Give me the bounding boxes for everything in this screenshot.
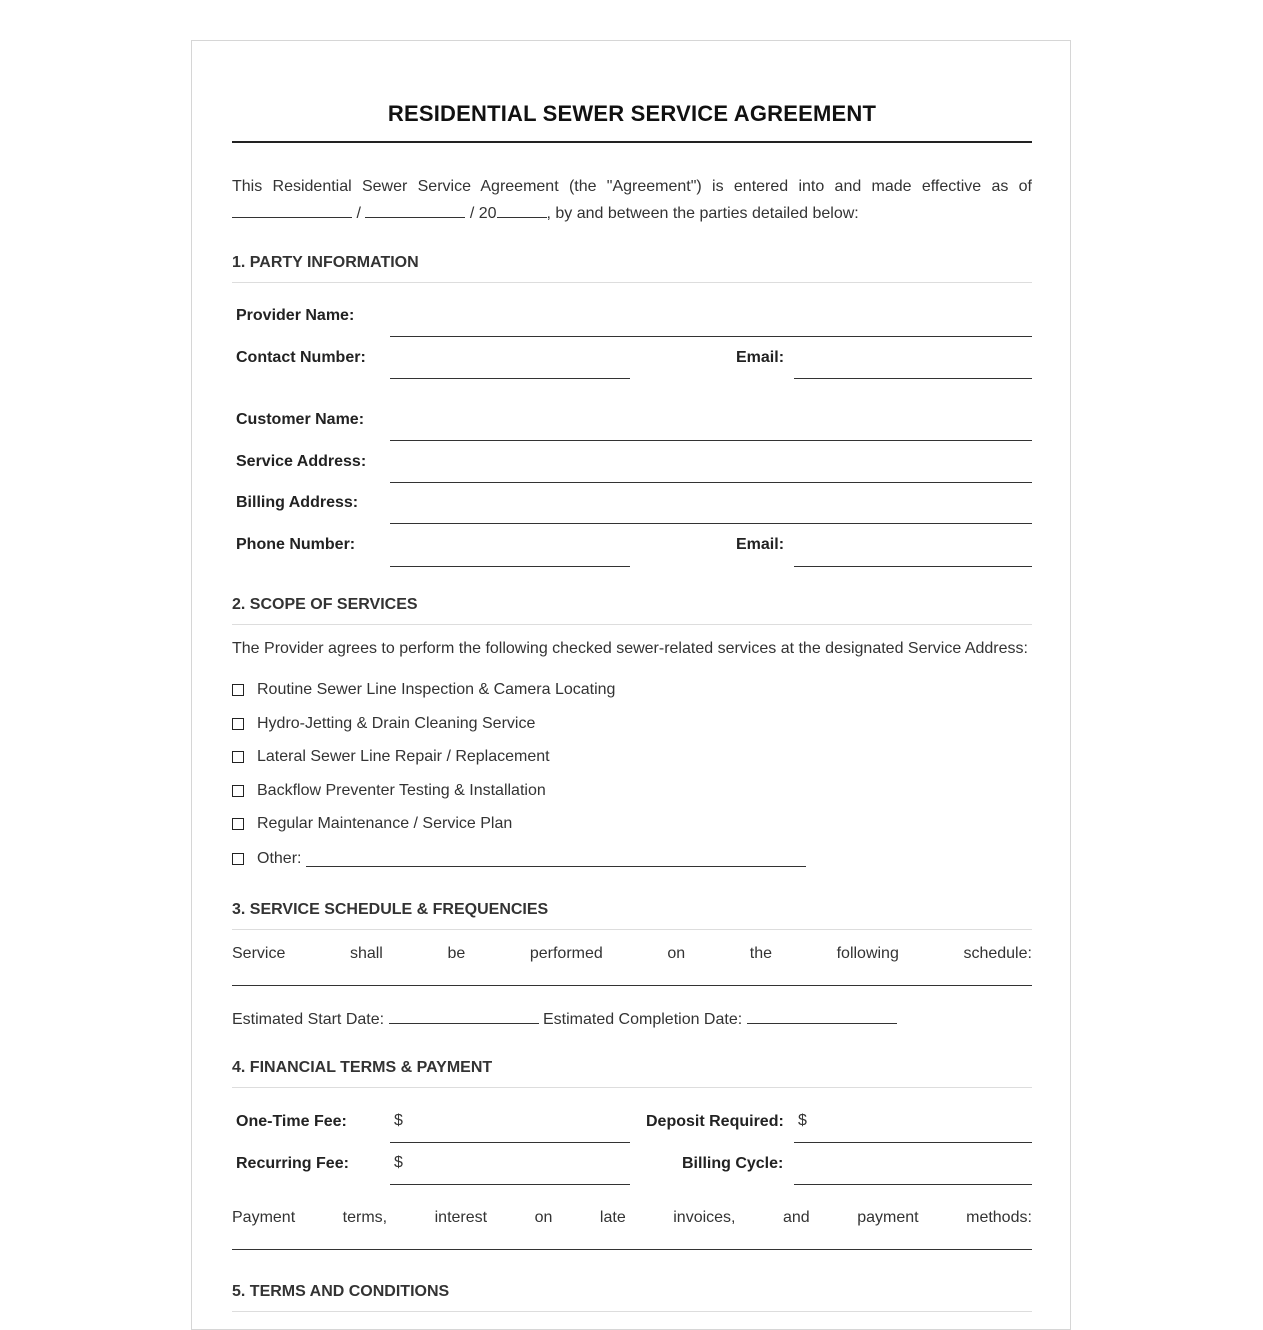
payment-terms-field[interactable]	[232, 1249, 1032, 1250]
document-title: RESIDENTIAL SEWER SERVICE AGREEMENT	[387, 101, 877, 126]
phone-number-field[interactable]	[390, 566, 630, 567]
provider-email-label: Email:	[736, 349, 785, 366]
customer-email-label: Email:	[736, 536, 785, 553]
intro-year-prefix: / 20	[469, 205, 497, 222]
section-1-title: 1. PARTY INFORMATION	[232, 254, 1032, 283]
service-option-label: Lateral Sewer Line Repair / Replacement	[257, 748, 550, 765]
date-month-blank[interactable]	[232, 203, 352, 218]
billing-address-field[interactable]	[390, 523, 1032, 524]
schedule-word: Service	[232, 945, 286, 962]
completion-date-field[interactable]	[747, 1009, 897, 1024]
provider-name-field[interactable]	[390, 336, 1032, 337]
payment-word: and	[783, 1209, 810, 1226]
contact-number-label: Contact Number:	[236, 349, 366, 366]
schedule-sentence	[232, 945, 1032, 963]
service-option-lateral-repair[interactable]	[232, 748, 550, 766]
date-day-blank[interactable]	[365, 203, 465, 218]
checkbox[interactable]	[232, 853, 244, 865]
service-option-label: Other:	[257, 850, 302, 867]
document-page	[191, 40, 1071, 1330]
schedule-word: schedule:	[963, 945, 1032, 962]
service-option-label: Backflow Preventer Testing & Installation	[257, 782, 546, 799]
customer-email-field[interactable]	[794, 566, 1032, 567]
service-option-label: Routine Sewer Line Inspection & Camera Locating	[257, 681, 616, 698]
payment-word: interest	[434, 1209, 488, 1226]
checkbox[interactable]	[232, 751, 244, 763]
payment-word: Payment	[232, 1209, 296, 1226]
checkbox[interactable]	[232, 818, 244, 830]
start-date-label: Estimated Start Date:	[232, 1011, 385, 1028]
service-option-hydro-jetting[interactable]	[232, 715, 535, 733]
payment-word: invoices,	[673, 1209, 736, 1226]
completion-date-label: Estimated Completion Date:	[542, 1011, 743, 1028]
start-date-field[interactable]	[389, 1009, 539, 1024]
billing-cycle-label: Billing Cycle:	[682, 1155, 784, 1172]
intro-slash: /	[356, 205, 361, 222]
currency-symbol: $	[394, 1112, 403, 1129]
schedule-word: be	[447, 945, 466, 962]
deposit-required-field[interactable]	[794, 1142, 1032, 1143]
one-time-fee-label: One-Time Fee:	[236, 1113, 347, 1130]
checkbox[interactable]	[232, 718, 244, 730]
schedule-field[interactable]	[232, 985, 1032, 986]
phone-number-label: Phone Number:	[236, 536, 356, 553]
deposit-required-label: Deposit Required:	[646, 1113, 784, 1130]
currency-symbol: $	[394, 1154, 403, 1171]
payment-terms-sentence	[232, 1209, 1032, 1227]
service-option-other[interactable]	[232, 850, 806, 868]
payment-word: on	[534, 1209, 553, 1226]
customer-name-field[interactable]	[390, 440, 1032, 441]
customer-name-label: Customer Name:	[236, 411, 365, 428]
schedule-dates	[232, 1009, 1032, 1029]
title-divider	[232, 141, 1032, 143]
intro-text-2: , by and between the parties detailed below:	[546, 205, 859, 222]
schedule-word: following	[836, 945, 899, 962]
intro-text-1: This Residential Sewer Service Agreement (the "Agreement") is entered into and made effective as of	[232, 178, 1032, 195]
checkbox[interactable]	[232, 785, 244, 797]
service-option-maintenance[interactable]	[232, 815, 512, 833]
recurring-fee-label: Recurring Fee:	[236, 1155, 349, 1172]
service-option-backflow[interactable]	[232, 782, 546, 800]
section-4-title: 4. FINANCIAL TERMS & PAYMENT	[232, 1059, 1032, 1088]
scope-intro: The Provider agrees to perform the following checked sewer-related services at the designated Service Address:	[232, 640, 1028, 657]
service-option-inspection[interactable]	[232, 681, 615, 699]
service-option-label: Hydro-Jetting & Drain Cleaning Service	[257, 715, 536, 732]
payment-word: late	[599, 1209, 626, 1226]
schedule-word: the	[749, 945, 772, 962]
section-3-title: 3. SERVICE SCHEDULE & FREQUENCIES	[232, 901, 1032, 930]
schedule-word: shall	[349, 945, 383, 962]
service-address-field[interactable]	[390, 482, 1032, 483]
section-2-title: 2. SCOPE OF SERVICES	[232, 596, 1032, 625]
other-service-field[interactable]	[306, 852, 806, 867]
section-5-title: 5. TERMS AND CONDITIONS	[232, 1283, 1032, 1312]
date-year-blank[interactable]	[497, 203, 547, 218]
one-time-fee-field[interactable]	[390, 1142, 630, 1143]
schedule-word: performed	[529, 945, 603, 962]
service-address-label: Service Address:	[236, 453, 367, 470]
payment-word: terms,	[342, 1209, 388, 1226]
checkbox[interactable]	[232, 684, 244, 696]
provider-name-label: Provider Name:	[236, 307, 355, 324]
contact-number-field[interactable]	[390, 378, 630, 379]
schedule-word: on	[667, 945, 686, 962]
billing-cycle-field[interactable]	[794, 1184, 1032, 1185]
payment-word: methods:	[966, 1209, 1032, 1226]
billing-address-label: Billing Address:	[236, 494, 359, 511]
currency-symbol: $	[798, 1112, 807, 1129]
intro-paragraph	[232, 173, 1032, 227]
recurring-fee-field[interactable]	[390, 1184, 630, 1185]
provider-email-field[interactable]	[794, 378, 1032, 379]
service-option-label: Regular Maintenance / Service Plan	[257, 815, 513, 832]
payment-word: payment	[857, 1209, 919, 1226]
